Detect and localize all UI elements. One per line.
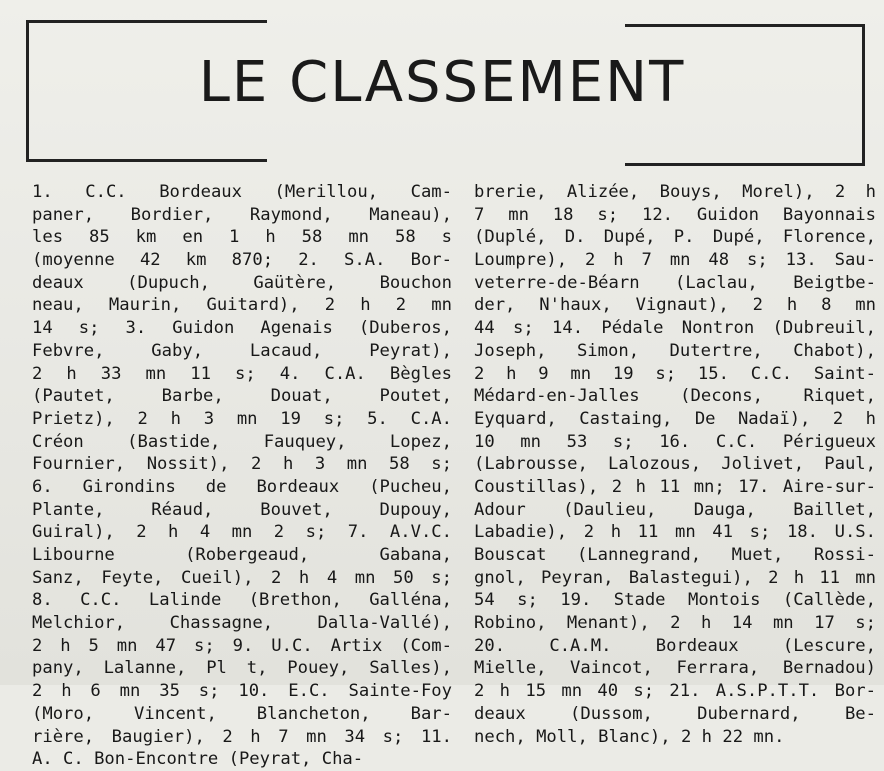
results-line: Labadie), 2 h 11 mn 41 s; 18. U.S. (474, 522, 876, 543)
results-column-left (32, 181, 452, 771)
results-line: 44 s; 14. Pédale Nontron (Dubreuil, (474, 318, 876, 339)
results-line: 14 s; 3. Guidon Agenais (Duberos, (32, 318, 452, 339)
results-line: Bouscat (Lannegrand, Muet, Rossi- (474, 545, 876, 565)
results-line: 10 mn 53 s; 16. C.C. Périgueux (474, 431, 876, 452)
results-line: les 85 km en 1 h 58 mn 58 s (32, 227, 452, 248)
results-line: Plante, Réaud, Bouvet, Dupouy, (32, 499, 452, 520)
results-line: Joseph, Simon, Dutertre, Chabot), (474, 340, 876, 361)
results-line: 8. C.C. Lalinde (Brethon, Galléna, (32, 590, 452, 611)
results-line: (Duplé, D. Dupé, P. Dupé, Florence, (474, 227, 876, 248)
results-line: 2 h 33 mn 11 s; 4. C.A. Bègles (32, 363, 452, 384)
results-line: (Pautet, Barbe, Douat, Poutet, (32, 386, 452, 407)
results-line: (moyenne 42 km 870; 2. S.A. Bor- (32, 250, 452, 271)
results-line: Loumpre), 2 h 7 mn 48 s; 13. Sau- (474, 250, 876, 271)
results-line: Eyquard, Castaing, De Nadaï), 2 h (474, 408, 876, 429)
results-line: Coustillas), 2 h 11 mn; 17. Aire-sur- (474, 476, 876, 497)
results-line: gnol, Peyran, Balastegui), 2 h 11 mn (474, 567, 876, 588)
results-line: 6. Girondins de Bordeaux (Pucheu, (32, 476, 452, 497)
results-line: Adour (Daulieu, Dauga, Baillet, (474, 499, 876, 520)
results-line: 2 h 9 mn 19 s; 15. C.C. Saint- (474, 363, 876, 384)
results-line: veterre-de-Béarn (Laclau, Beigtbe- (474, 272, 876, 293)
results-line: neau, Maurin, Guitard), 2 h 2 mn (32, 295, 452, 316)
results-column-right (474, 181, 876, 748)
results-line: 7 mn 18 s; 12. Guidon Bayonnais (474, 204, 876, 225)
results-line: der, N'haux, Vignaut), 2 h 8 mn (474, 295, 876, 316)
results-line: (Moro, Vincent, Blancheton, Bar- (32, 703, 452, 724)
results-line: deaux (Dussom, Dubernard, Be- (474, 703, 876, 724)
results-line: Febvre, Gaby, Lacaud, Peyrat), (32, 340, 452, 361)
results-line: Sanz, Feyte, Cueil), 2 h 4 mn 50 s; (32, 567, 452, 588)
results-line: Médard-en-Jalles (Decons, Riquet, (474, 386, 876, 407)
results-line: nech, Moll, Blanc), 2 h 22 mn. (474, 726, 785, 747)
headline: LE CLASSEMENT (198, 50, 686, 115)
results-line: Guiral), 2 h 4 mn 2 s; 7. A.V.C. (32, 522, 452, 543)
results-line: brerie, Alizée, Bouys, Morel), 2 h (474, 182, 876, 202)
results-line: rière, Baugier), 2 h 7 mn 34 s; 11. (32, 726, 452, 747)
results-line: (Labrousse, Lalozous, Jolivet, Paul, (474, 454, 876, 475)
results-line: 2 h 5 mn 47 s; 9. U.C. Artix (Com- (32, 635, 452, 656)
results-line: Robino, Menant), 2 h 14 mn 17 s; (474, 613, 876, 634)
results-line: Prietz), 2 h 3 mn 19 s; 5. C.A. (32, 408, 452, 429)
results-line: deaux (Dupuch, Gaütère, Bouchon (32, 272, 452, 293)
results-line: Libourne (Robergeaud, Gabana, (32, 545, 452, 565)
results-line: Melchior, Chassagne, Dalla-Vallé), (32, 613, 452, 634)
results-line: 54 s; 19. Stade Montois (Callède, (474, 590, 876, 611)
results-line: Fournier, Nossit), 2 h 3 mn 58 s; (32, 454, 452, 475)
results-line: 20. C.A.M. Bordeaux (Lescure, (474, 635, 876, 656)
results-line: pany, Lalanne, Pl t, Pouey, Salles), (32, 658, 452, 679)
results-line: paner, Bordier, Raymond, Maneau), (32, 204, 452, 225)
results-line: 2 h 6 mn 35 s; 10. E.C. Sainte-Foy (32, 681, 452, 702)
results-line: Mielle, Vaincot, Ferrara, Bernadou) (474, 658, 876, 679)
results-line: 2 h 15 mn 40 s; 21. A.S.P.T.T. Bor- (474, 681, 876, 702)
results-line: 1. C.C. Bordeaux (Merillou, Cam- (32, 182, 452, 202)
results-line: Créon (Bastide, Fauquey, Lopez, (32, 431, 452, 452)
results-line: A. C. Bon-Encontre (Peyrat, Cha- (32, 749, 364, 770)
